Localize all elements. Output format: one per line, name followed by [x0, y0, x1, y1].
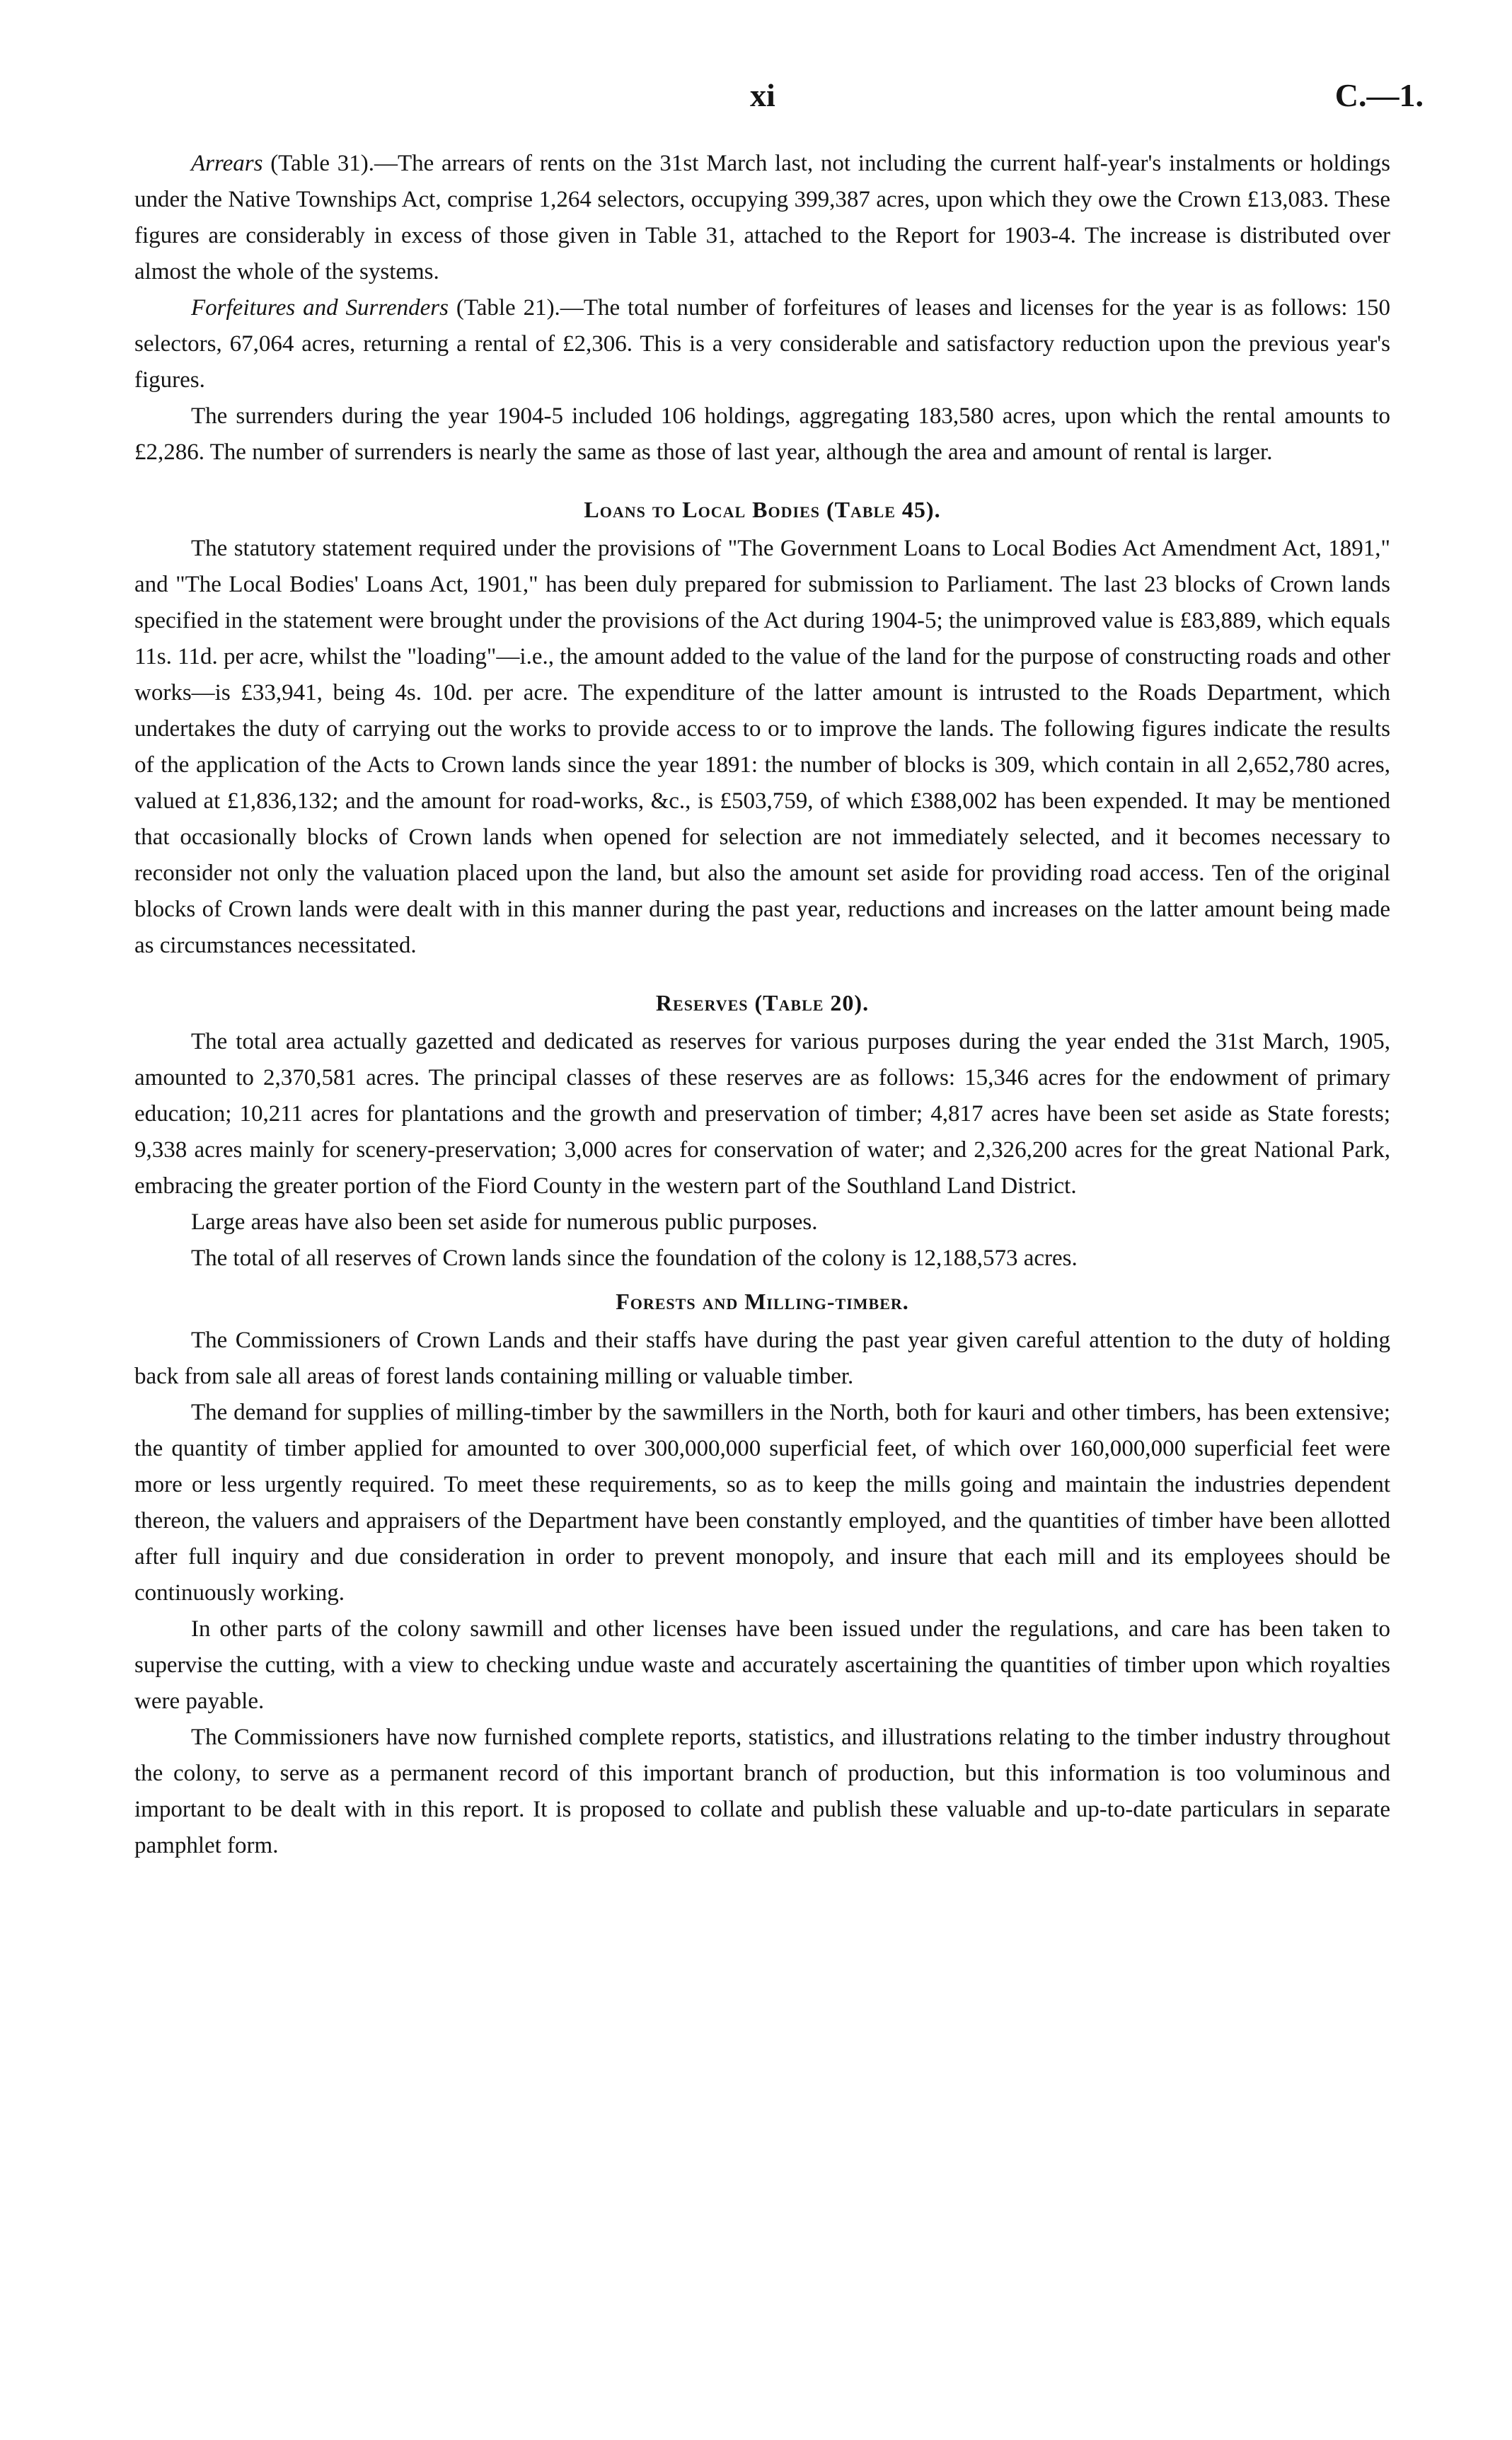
arrears-text: (Table 31).—The arrears of rents on the 31st March last, not including the current half-year's instalments or holdings under the Native Townships Act, comprise 1,264 selectors, occupying 399,387 acres, upon which they owe the Crown £13,083. These figures are considerably in excess of those given in Table 31, attached to the Report for 1903-4. The increase is distributed over almost the whole of the systems.: [134, 151, 1390, 284]
loans-paragraph: The statutory statement required under the provisions of "The Government Loans to Local Bodies Act Amendment Act, 1891," and "The Local Bodies' Loans Act, 1901," has been duly prepared for submission to Parliament. The last 23 blocks of Crown lands specified in the statement were brought under the provisions of the Act during 1904-5; the unimproved value is £83,889, which equals 11s. 11d. per acre, whilst the "loading"—i.e., the amount added to the value of the land for the purpose of constructing roads and other works—is £33,941, being 4s. 10d. per acre. The expenditure of the latter amount is intrusted to the Roads Department, which undertakes the duty of carrying out the works to provide access to or to improve the lands. The following figures indicate the results of the application of the Acts to Crown lands since the year 1891: the number of blocks is 309, which contain in all 2,652,780 acres, valued at £1,836,132; and the amount for road-works, &c., is £503,759, of which £388,002 has been expended. It may be mentioned that occasionally blocks of Crown lands when opened for selection are not immediately selected, and it becomes necessary to reconsider not only the valuation placed upon the land, but also the amount set aside for providing road access. Ten of the original blocks of Crown lands were dealt with in this manner during the past year, reductions and increases on the latter amount being made as circumstances necessitated.: [134, 536, 1390, 958]
forfeitures-text: (Table 21).—The total number of forfeitures of leases and licenses for the year is as follows: 150 selectors, 67,064 acres, returning a rental of £2,306. This is a very considerable and satisfactory reduction upon the previous year's figures.: [134, 295, 1390, 393]
page-number: xi: [750, 77, 775, 113]
reserves-paragraph-3: The total of all reserves of Crown lands since the foundation of the colony is 12,188,573 acres.: [191, 1245, 1078, 1271]
forests-paragraph-3: In other parts of the colony sawmill and other licenses have been issued under the regulations, and care has been taken to supervise the cutting, with a view to checking undue waste and accurately ascertaining the quantities of timber upon which royalties were payable.: [134, 1616, 1390, 1714]
forests-paragraph-4: The Commissioners have now furnished complete reports, statistics, and illustrations relating to the timber industry throughout the colony, to serve as a permanent record of this important branch of production, but this information is too voluminous and important to be dealt with in this report. It is proposed to collate and publish these valuable and up-to-date particulars in separate pamphlet form.: [134, 1725, 1390, 1858]
forests-paragraph-2: The demand for supplies of milling-timber by the sawmillers in the North, both for kauri and other timbers, has been extensive; the quantity of timber applied for amounted to over 300,000,000 superficial feet, of which over 160,000,000 superficial feet were more or less urgently required. To meet these requirements, so as to keep the mills going and maintain the industries dependent thereon, the valuers and appraisers of the Department have been constantly employed, and the quantities of timber have been allotted after full inquiry and due consideration in order to prevent monopoly, and insure that each mill and its employees should be continuously working.: [134, 1400, 1390, 1606]
document-code: C.—1.: [1334, 77, 1424, 113]
loans-heading: Loans to Local Bodies (Table 45).: [584, 497, 941, 522]
surrenders-paragraph: The surrenders during the year 1904-5 included 106 holdings, aggregating 183,580 acres, upon which the rental amounts to £2,286. The number of surrenders is nearly the same as those of last year, although the area and amount of rental is larger.: [134, 403, 1390, 465]
reserves-paragraph-1: The total area actually gazetted and dedicated as reserves for various purposes during the year ended the 31st March, 1905, amounted to 2,370,581 acres. The principal classes of these reserves are as follows: 15,346 acres for the endowment of primary education; 10,211 acres for plantations and the growth and preservation of timber; 4,817 acres have been set aside as State forests; 9,338 acres mainly for scenery-preservation; 3,000 acres for conservation of water; and 2,326,200 acres for the great National Park, embracing the greater portion of the Fiord County in the western part of the Southland Land District.: [134, 1029, 1390, 1199]
arrears-lead: Arrears: [191, 151, 263, 176]
page-header: [0, 76, 1512, 126]
forests-heading: Forests and Milling-timber.: [616, 1289, 909, 1314]
page-body: [134, 146, 1390, 1864]
arrears-paragraph: [134, 146, 1390, 290]
forfeitures-paragraph: [134, 290, 1390, 398]
forfeitures-lead: Forfeitures and Surrenders: [191, 295, 449, 321]
reserves-paragraph-2: Large areas have also been set aside for numerous public purposes.: [191, 1209, 818, 1235]
reserves-heading: Reserves (Table 20).: [655, 990, 870, 1015]
forests-paragraph-1: The Commissioners of Crown Lands and their staffs have during the past year given careful attention to the duty of holding back from sale all areas of forest lands containing milling or valuable timber.: [134, 1328, 1390, 1389]
